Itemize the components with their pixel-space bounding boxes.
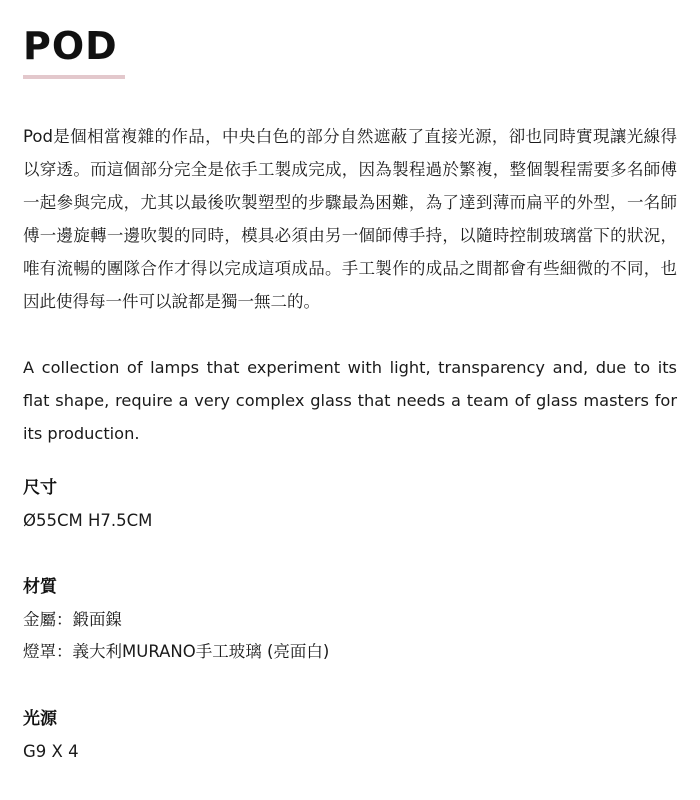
description-english: A collection of lamps that experiment with light, transparency and, due to its flat shape, require a very complex glass that needs a team of glass masters for its production. [23,358,677,443]
description-chinese: Pod是個相當複雜的作品，中央白色的部分自然遮蔽了直接光源，卻也同時實現讓光線得以穿透。而這個部分完全是依手工製成完成，因為製程過於繁複，整個製程需要多名師傅一起參與完成，尤其以最後吹製塑型的步驟最為困難，為了達到薄而扁平的外型，一名師傅一邊旋轉一邊吹製的同時，模具必須由另一個師傅手持，以隨時控制玻璃當下的狀況，唯有流暢的團隊合作才得以完成這項成品。手工製作的成品之間都會有些細微的不同，也因此使得每一件可以說都是獨一無二的。 [23,127,677,311]
materials-metal: 金屬：鍛面鎳 [23,610,122,629]
dimensions-value: Ø55CM H7.5CM [23,511,153,530]
dimensions-heading: 尺寸 [23,478,57,498]
materials-heading: 材質 [23,577,57,597]
materials-shade: 燈罩：義大利MURANO手工玻璃 (亮面白) [23,642,330,661]
light-source-heading: 光源 [23,709,57,729]
title-underline [23,75,125,79]
product-title: POD [23,24,118,68]
light-source-value: G9 X 4 [23,742,79,761]
